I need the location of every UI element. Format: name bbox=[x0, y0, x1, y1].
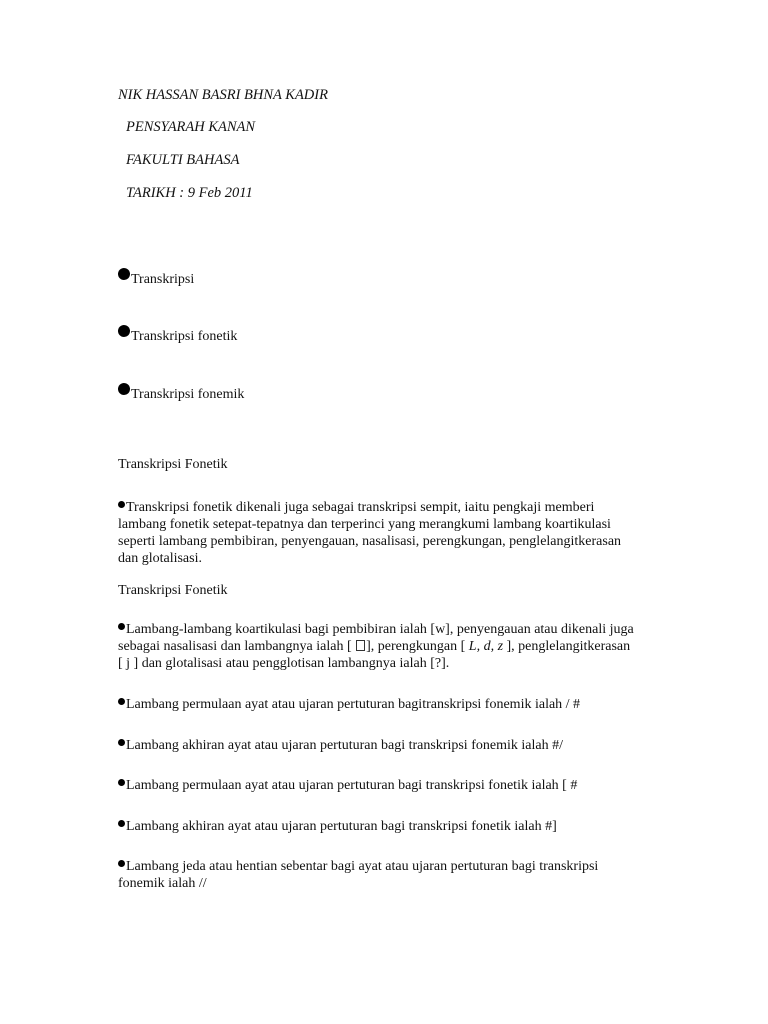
paragraph-line: Lambang-lambang koartikulasi bagi pembibiran ialah [w], penyengauan atau dikenali juga bbox=[118, 621, 658, 638]
document-date: TARIKH : 9 Feb 2011 bbox=[126, 185, 253, 201]
section-heading: Transkripsi Fonetik bbox=[118, 583, 228, 598]
topic-label: Transkripsi fonemik bbox=[131, 387, 245, 402]
list-item: Lambang akhiran ayat atau ujaran pertuturan bagi transkripsi fonetik ialah #] bbox=[118, 818, 658, 835]
author-position: PENSYARAH KANAN bbox=[126, 119, 256, 135]
author-faculty: FAKULTI BAHASA bbox=[126, 152, 240, 168]
coarticulation-paragraph bbox=[118, 621, 658, 672]
bullet-icon bbox=[118, 820, 125, 827]
topic-label: Transkripsi bbox=[131, 272, 195, 287]
section-heading: Transkripsi Fonetik bbox=[118, 457, 228, 472]
paragraph-line: Transkripsi fonetik dikenali juga sebagai transkripsi sempit, iaitu pengkaji memberi bbox=[118, 499, 658, 516]
bullet-icon bbox=[118, 739, 125, 746]
missing-glyph-icon bbox=[356, 640, 365, 651]
bullet-icon bbox=[118, 698, 125, 705]
paragraph-line: dan glotalisasi. bbox=[118, 551, 202, 566]
bullet-icon bbox=[118, 325, 130, 337]
bullet-icon bbox=[118, 268, 130, 280]
list-item: Lambang jeda atau hentian sebentar bagi ayat atau ujaran pertuturan bagi transkripsi fonemik ialah // bbox=[118, 859, 599, 891]
bullet-icon bbox=[118, 501, 125, 508]
paragraph-line: [ j ] dan glotalisasi atau pengglotisan lambangnya ialah [?]. bbox=[118, 656, 450, 671]
paragraph-line: seperti lambang pembibiran, penyengauan, nasalisasi, perengkungan, penglelangitkerasan bbox=[118, 534, 622, 549]
paragraph-line: lambang fonetik setepat-tepatnya dan terperinci yang merangkumi lambang koartikulasi bbox=[118, 517, 611, 532]
definition-paragraph bbox=[118, 499, 658, 567]
paragraph-line: sebagai nasalisasi dan lambangnya ialah [ ], perengkungan [ L, d, z ], penglelangitkerasan bbox=[118, 639, 631, 654]
list-item: Lambang permulaan ayat atau ujaran pertuturan bagi transkripsi fonetik ialah [ # bbox=[118, 777, 658, 794]
bullet-icon bbox=[118, 383, 130, 395]
list-item: Lambang akhiran ayat atau ujaran pertuturan bagi transkripsi fonemik ialah #/ bbox=[118, 737, 658, 754]
topic-label: Transkripsi fonetik bbox=[131, 329, 238, 344]
bullet-icon bbox=[118, 779, 125, 786]
list-item: Lambang permulaan ayat atau ujaran pertuturan bagitranskripsi fonemik ialah / # bbox=[118, 696, 658, 713]
bullet-icon bbox=[118, 623, 125, 630]
author-name: NIK HASSAN BASRI BHNA KADIR bbox=[118, 87, 328, 103]
bullet-icon bbox=[118, 860, 125, 867]
